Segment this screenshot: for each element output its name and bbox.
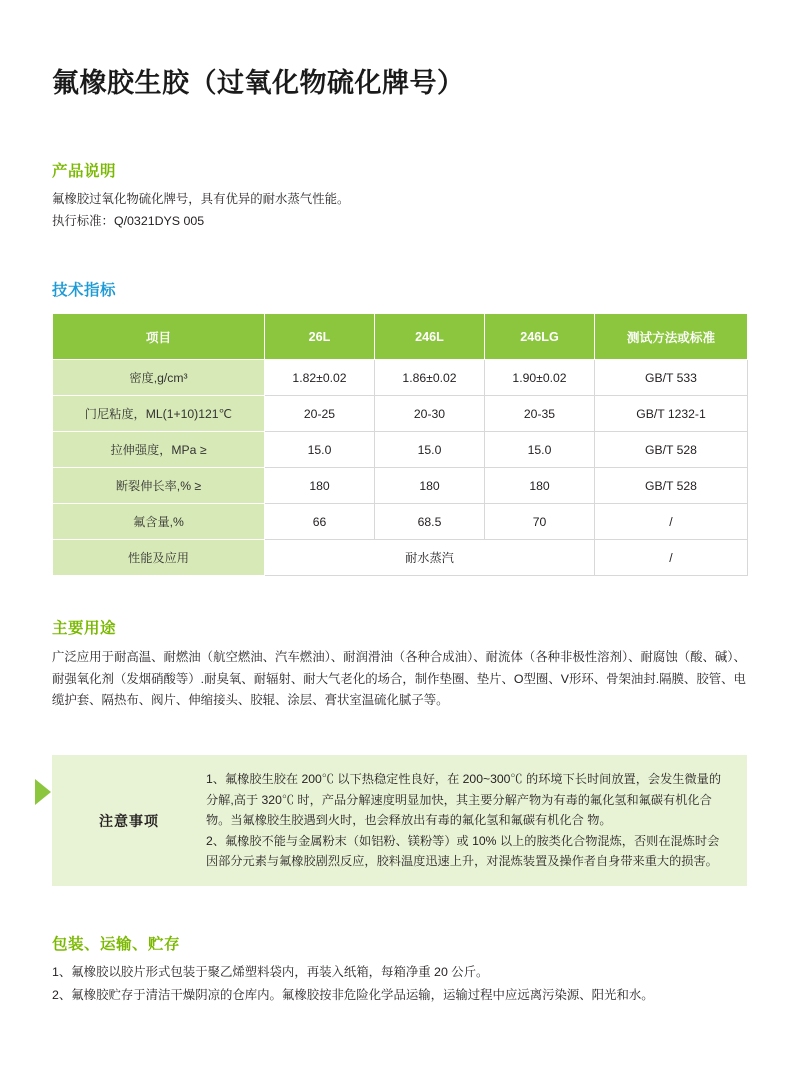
notice-item: 2、氟橡胶不能与金属粉末（如铝粉、镁粉等）或 10% 以上的胺类化合物混炼，否则在混炼时会因部分元素与氟橡胶剧烈反应，胶料温度迅速上升，对混炼装置及操作者自身带来重大的损害。 [206, 833, 720, 869]
packing-line: 1、氟橡胶以胶片形式包装于聚乙烯塑料袋内，再装入纸箱，每箱净重 20 公斤。 [52, 964, 489, 979]
table-cell: 66 [265, 504, 375, 540]
technical-specifications-heading: 技术指标 [52, 282, 117, 300]
table-row [53, 504, 748, 540]
table-cell: 70 [485, 504, 595, 540]
table-cell: 15.0 [265, 432, 375, 468]
main-uses-body: 广泛应用于耐高温、耐燃油（航空燃油、汽车燃油）、耐润滑油（各种合成油）、耐流体（各种非极性溶剂）、耐腐蚀（酸、碱）、耐强氧化剂（发烟硝酸等）.耐臭氧、耐辐射、耐大气老化的场合，制作垫圈、垫片、O型圈、V形环、骨架油封.隔膜、胶管、电缆护套、隔热布、阀片、伸缩接头、胶辊、涂层、膏状室温硫化腻子等。 [52, 650, 746, 707]
table-cell: 15.0 [375, 432, 485, 468]
table-row-label: 门尼粘度，ML(1+10)121℃ [53, 396, 265, 432]
table-column-header: 测试方法或标准 [595, 314, 748, 360]
main-uses-heading: 主要用途 [52, 620, 117, 638]
table-row-label: 密度,g/cm³ [53, 360, 265, 396]
table-cell-standard: GB/T 1232-1 [595, 396, 748, 432]
packing-heading: 包装、运输、贮存 [52, 935, 181, 953]
table-cell: 20-25 [265, 396, 375, 432]
table-column-header: 26L [265, 314, 375, 360]
product-description-section [52, 159, 748, 232]
table-row [53, 396, 748, 432]
table-cell: 15.0 [485, 432, 595, 468]
notice-label: 注意事项 [99, 812, 159, 829]
table-row [53, 432, 748, 468]
table-header-row [53, 314, 748, 360]
table-column-header: 246LG [485, 314, 595, 360]
table-column-header: 项目 [53, 314, 265, 360]
table-cell-standard: GB/T 528 [595, 468, 748, 504]
product-description-line-1: 氟橡胶过氧化物硫化牌号，具有优异的耐水蒸气性能。 [52, 192, 350, 207]
table-row-label: 性能及应用 [53, 540, 265, 576]
table-row-label: 拉伸强度，MPa ≥ [53, 432, 265, 468]
table-row-label: 氟含量,% [53, 504, 265, 540]
table-cell: 1.90±0.02 [485, 360, 595, 396]
table-row [53, 468, 748, 504]
table-row [53, 540, 748, 576]
product-description-line-2: 执行标准：Q/0321DYS 005 [52, 214, 205, 229]
document-page [0, 18, 800, 1075]
table-cell: 1.86±0.02 [375, 360, 485, 396]
main-uses-section [52, 616, 748, 711]
product-description-body [52, 188, 748, 232]
table-cell-standard: / [595, 540, 748, 576]
notice-block [52, 755, 747, 886]
packing-transport-storage-section [52, 932, 748, 1007]
table-cell: 68.5 [375, 504, 485, 540]
table-cell: 20-30 [375, 396, 485, 432]
table-cell-merged: 耐水蒸汽 [265, 540, 595, 576]
specifications-table [52, 313, 748, 576]
table-cell: 180 [375, 468, 485, 504]
table-cell: 180 [485, 468, 595, 504]
notice-body [206, 769, 747, 872]
table-cell: 20-35 [485, 396, 595, 432]
table-row [53, 360, 748, 396]
table-cell: 180 [265, 468, 375, 504]
table-cell-standard: GB/T 528 [595, 432, 748, 468]
arrow-marker-icon [35, 779, 51, 805]
page-title: 氟橡胶生胶（过氧化物硫化牌号） [52, 68, 465, 99]
table-row-label: 断裂伸长率,% ≥ [53, 468, 265, 504]
packing-body [52, 962, 748, 1007]
table-cell-standard: / [595, 504, 748, 540]
product-description-heading: 产品说明 [52, 163, 117, 181]
packing-line: 2、氟橡胶贮存于清洁干燥阴凉的仓库内。氟橡胶按非危险化学品运输，运输过程中应远离污染源、阳光和水。 [52, 988, 654, 1003]
table-column-header: 246L [375, 314, 485, 360]
table-cell-standard: GB/T 533 [595, 360, 748, 396]
technical-specifications-section [52, 278, 748, 576]
table-cell: 1.82±0.02 [265, 360, 375, 396]
notice-item: 1、氟橡胶生胶在 200℃ 以下热稳定性良好，在 200~300℃ 的环境下长时间放置，会发生微量的分解,高于 320℃ 时，产品分解速度明显加快，其主要分解产物为有毒的氟化氢和氟碳有机化合物。当氟橡胶生胶遇到火时，也会释放出有毒的氟化氢和氟碳有机化合 物。 [206, 772, 722, 828]
